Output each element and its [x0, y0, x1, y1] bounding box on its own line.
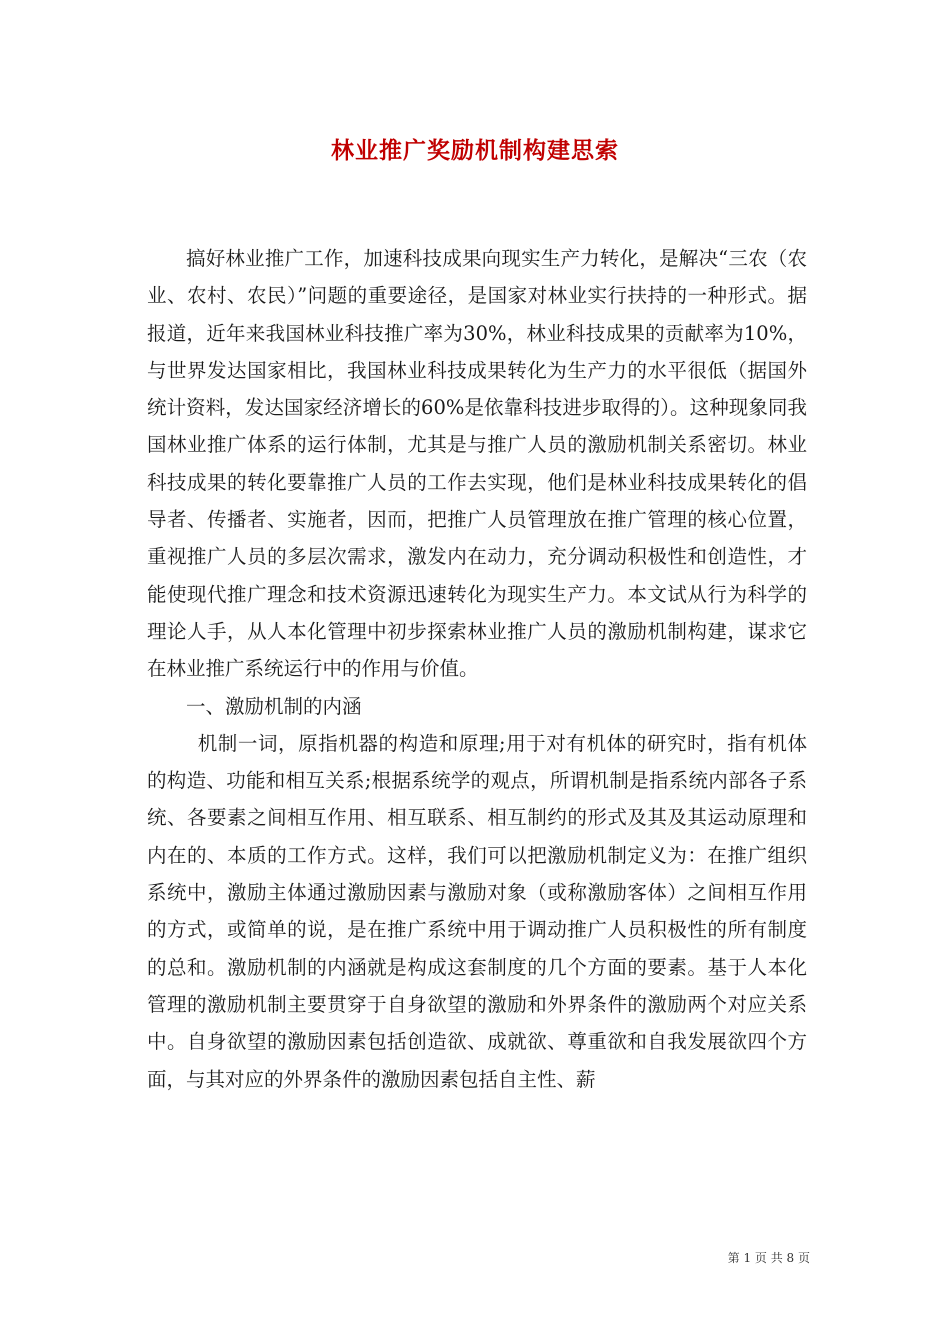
- section-heading: 一、激励机制的内涵: [186, 694, 362, 718]
- page-number: 第 1 页 共 8 页: [727, 1251, 810, 1265]
- paragraph-mechanism: 机制一词，原指机器的构造和原理;用于对有机体的研究时，指有机体的构造、功能和相互关系;根据系统学的观点，所谓机制是指系统内部各子系统、各要素之间相互作用、相互联系、相互制约的形式及其及其运动原理和内在的、本质的工作方式。这样，我们可以把激励机制定义为：在推广组织系统中，激励主体通过激励因素与激励对象（或称激励客体）之间相互作用的方式，或简单的说，是在推广系统中用于调动推广人员积极性的所有制度的总和。激励机制的内涵就是构成这套制度的几个方面的要素。基于人本化管理的激励机制主要贯穿于自身欲望的激励和外界条件的激励两个对应关系中。自身欲望的激励因素包括创造欲、成就欲、尊重欲和自我发展欲四个方面，与其对应的外界条件的激励因素包括自主性、薪: [147, 731, 807, 1091]
- paragraph-intro: 搞好林业推广工作，加速科技成果向现实生产力转化，是解决“三农（农业、农村、农民）”问题的重要途径，是国家对林业实行扶持的一种形式。据报道，近年来我国林业科技推广率为30%，林业科技成果的贡献率为10%，与世界发达国家相比，我国林业科技成果转化为生产力的水平很低（据国外统计资料，发达国家经济增长的60%是依靠科技进步取得的）。这种现象同我国林业推广体系的运行体制，尤其是与推广人员的激励机制关系密切。林业科技成果的转化要靠推广人员的工作去实现，他们是林业科技成果转化的倡导者、传播者、实施者，因而，把推广人员管理放在推广管理的核心位置，重视推广人员的多层次需求，激发内在动力，充分调动积极性和创造性，才能使现代推广理念和技术资源迅速转化为现实生产力。本文试从行为科学的理论人手，从人本化管理中初步探索林业推广人员的激励机制构建，谋求它在林业推广系统运行中的作用与价值。: [147, 247, 807, 681]
- document-title: 林业推广奖励机制构建思索: [331, 137, 619, 164]
- document-body: [147, 240, 807, 1098]
